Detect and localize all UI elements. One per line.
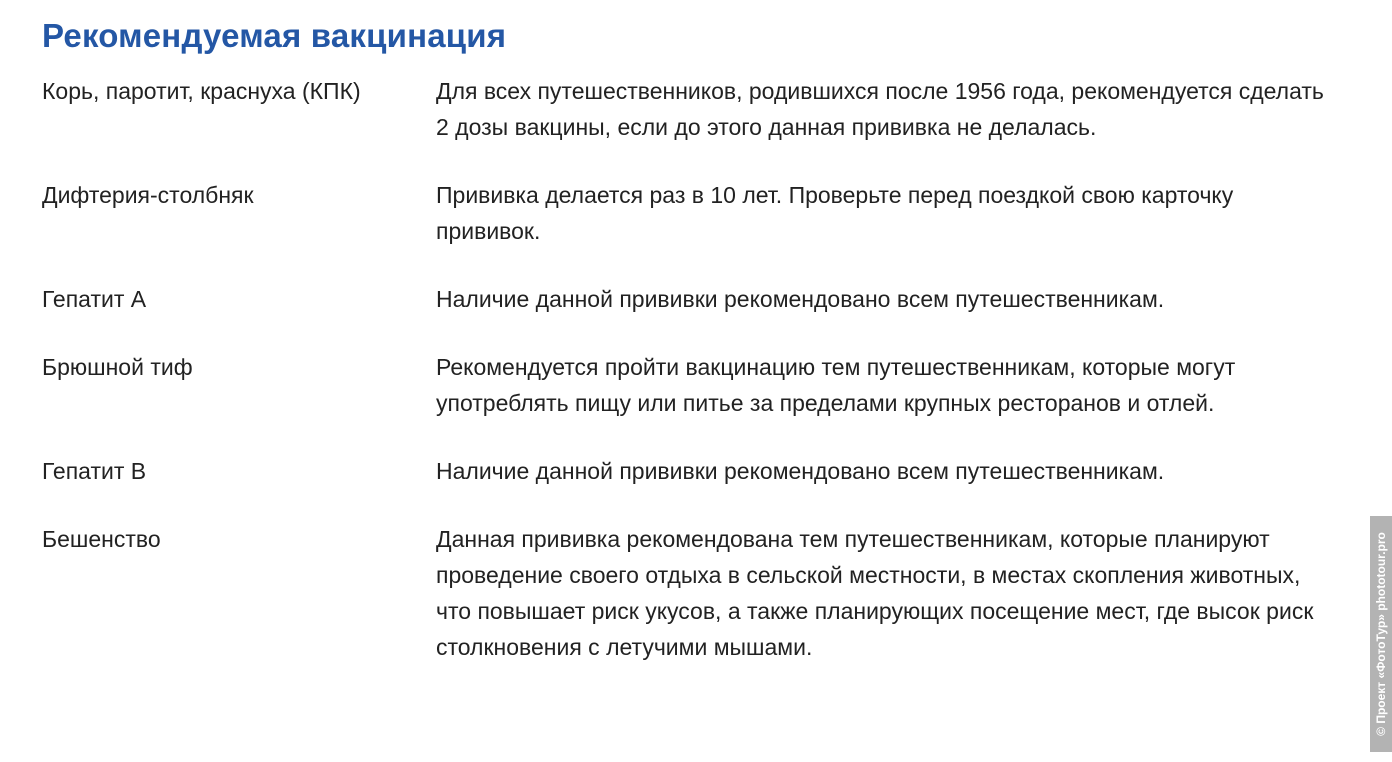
- vaccine-row-mmr: [42, 73, 1342, 145]
- watermark-text: © Проект «ФотоТур» phototour.pro: [1374, 532, 1388, 736]
- page-title: Рекомендуемая вакцинация: [42, 17, 507, 54]
- vaccine-description: Прививка делается раз в 10 лет. Проверьте перед поездкой свою карточку прививок.: [436, 182, 1234, 244]
- vaccine-row-diphtheria-tetanus: [42, 177, 1342, 249]
- vaccine-row-typhoid: [42, 349, 1342, 421]
- vaccine-name: Гепатит В: [42, 458, 147, 484]
- vaccination-list: [42, 73, 1342, 697]
- vaccine-name: Гепатит А: [42, 286, 147, 312]
- vaccine-row-hepatitis-a: [42, 281, 1342, 317]
- vaccine-description: Рекомендуется пройти вакцинацию тем путешественникам, которые могут употреблять пищу или питье за пределами крупных ресторанов и отлей.: [436, 354, 1236, 416]
- vaccine-name: Брюшной тиф: [42, 354, 193, 380]
- vaccine-description: Для всех путешественников, родившихся после 1956 года, рекомендуется сделать 2 дозы вакцины, если до этого данная прививка не делалась.: [436, 78, 1324, 140]
- vaccine-description: Наличие данной прививки рекомендовано всем путешественникам.: [436, 286, 1165, 312]
- vaccine-name: Дифтерия-столбняк: [42, 182, 254, 208]
- vaccine-name: Корь, паротит, краснуха (КПК): [42, 78, 361, 104]
- vaccine-description: Данная прививка рекомендована тем путешественникам, которые планируют проведение своего отдыха в сельской местности, в местах скопления животных, что повышает риск укусов, а также планирующих посещение мест, где высок риск столкновения с летучими мышами.: [436, 526, 1314, 660]
- vaccine-name: Бешенство: [42, 526, 161, 552]
- vaccine-row-hepatitis-b: [42, 453, 1342, 489]
- vaccine-description: Наличие данной прививки рекомендовано всем путешественникам.: [436, 458, 1165, 484]
- vaccine-row-rabies: [42, 521, 1342, 665]
- watermark-strip: [1370, 516, 1392, 752]
